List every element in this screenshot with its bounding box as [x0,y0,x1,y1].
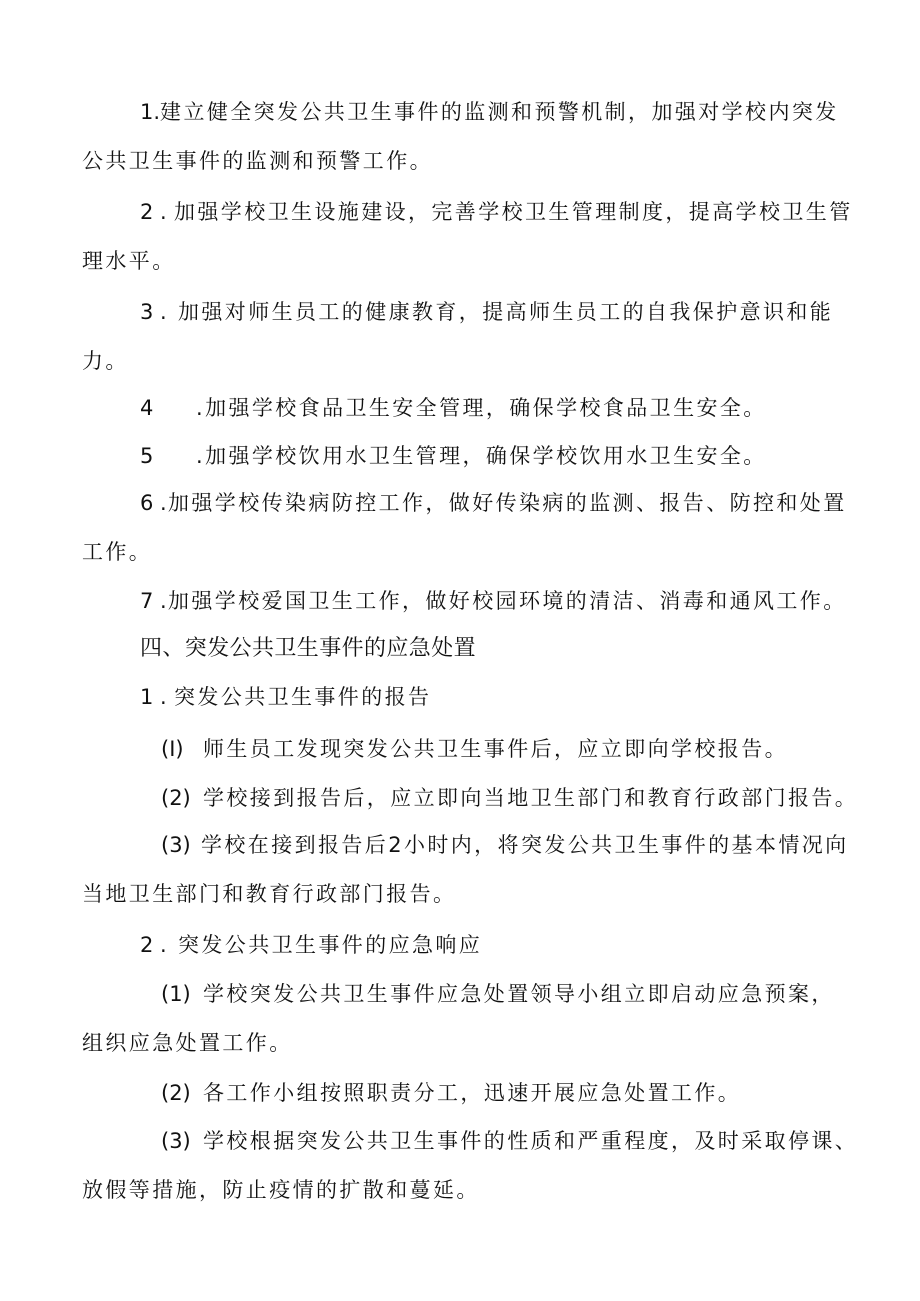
paragraph-1-line-1 [140,96,839,128]
subsection-2-number: 2 . [140,933,167,957]
paragraph-3-line-1 [140,296,833,328]
paragraph-7-line-1 [140,585,847,617]
paragraph-6-line-2 [82,536,152,568]
subsection-2-item-2-marker: (2) [161,1081,191,1105]
subsection-2-item-1-line-1 [161,978,835,1010]
paragraph-3-text-line-2: 力。 [82,349,129,373]
paragraph-2-number: 2 . [140,200,167,224]
paragraph-2-text-line-1: 加强学校卫生设施建设，完善学校卫生管理制度，提高学校卫生管 [174,200,853,224]
subsection-1-item-1-marker: (I) [161,737,184,761]
subsection-2-item-1-line-2 [82,1027,293,1059]
subsection-1-item-2-marker: (2) [161,786,191,810]
paragraph-5-number: 5 [140,444,154,468]
subsection-1-item-3-text-line-2: 当地卫生部门和教育行政部门报告。 [82,882,457,906]
paragraph-3-text-line-1: 加强对师生员工的健康教育，提高师生员工的自我保护意识和能 [178,300,834,324]
paragraph-6-text-line-2: 工作。 [82,540,153,564]
paragraph-4-line-1 [140,392,767,424]
paragraph-6-text-line-1: 加强学校传染病防控工作，做好传染病的监测、报告、防控和处置 [168,491,847,515]
subsection-2-item-3-text-line-1: 学校根据突发公共卫生事件的性质和严重程度，及时采取停课、 [203,1129,859,1153]
subsection-2-item-3-line-1 [161,1125,858,1157]
paragraph-5-line-1 [140,440,767,472]
paragraph-6-line-1 [140,487,847,519]
section-heading: 四、突发公共卫生事件的应急处置 [140,636,477,661]
subsection-1-item-3-marker: (3) [161,833,191,857]
paragraph-3-line-2 [82,345,129,377]
paragraph-2-line-2 [82,245,176,277]
subsection-1-item-1-text: 师生员工发现突发公共卫生事件后，应立即向学校报告。 [203,737,788,761]
subsection-2-item-1-text-line-2: 组织应急处置工作。 [82,1031,293,1055]
subsection-2-item-1-text-line-1: 学校突发公共卫生事件应急处置领导小组立即启动应急预案， [203,982,835,1006]
subsection-2-item-3-text-line-2: 放假等措施，防止疫情的扩散和蔓延。 [82,1178,480,1202]
subsection-2-title: 突发公共卫生事件的应急响应 [178,933,483,957]
paragraph-1-line-2 [82,145,433,177]
subsection-2-title-line [140,929,482,961]
paragraph-2-line-1 [140,196,853,228]
subsection-1-title: 突发公共卫生事件的报告 [174,685,432,709]
paragraph-7-text-line-1: 加强学校爱国卫生工作，做好校园环境的清洁、消毒和通风工作。 [168,589,847,613]
subsection-1-item-3-text-line-1: 学校在接到报告后2小时内，将突发公共卫生事件的基本情况向 [201,833,849,857]
subsection-1-item-3-line-2 [82,878,456,910]
paragraph-5-text-line-1: .加强学校饮用水卫生管理，确保学校饮用水卫生安全。 [196,444,767,468]
subsection-1-item-2 [161,782,858,814]
subsection-2-item-2-text: 各工作小组按照职责分工，迅速开展应急处置工作。 [203,1081,742,1105]
subsection-2-item-3-marker: (3) [161,1129,191,1153]
subsection-1-item-2-text: 学校接到报告后，应立即向当地卫生部门和教育行政部门报告。 [203,786,859,810]
paragraph-4-number: 4 [140,396,154,420]
paragraph-4-text-line-1: .加强学校食品卫生安全管理，确保学校食品卫生安全。 [196,396,767,420]
paragraph-6-number: 6 . [140,491,167,515]
subsection-1-title-line [140,681,431,713]
subsection-1-item-1 [161,733,788,765]
paragraph-3-number: 3 . [140,300,167,324]
paragraph-2-text-line-2: 理水平。 [82,249,176,273]
paragraph-1-number: 1. [140,100,161,124]
paragraph-7-number: 7 . [140,589,167,613]
subsection-1-item-3-line-1 [161,829,849,861]
subsection-1-number: 1 . [140,685,167,709]
paragraph-1-text-line-2: 公共卫生事件的监测和预警工作。 [82,149,433,173]
subsection-2-item-2 [161,1077,741,1109]
subsection-2-item-1-marker: (1) [161,982,191,1006]
paragraph-1-text-line-1: 建立健全突发公共卫生事件的监测和预警机制，加强对学校内突发 [160,100,839,124]
subsection-2-item-3-line-2 [82,1174,480,1206]
